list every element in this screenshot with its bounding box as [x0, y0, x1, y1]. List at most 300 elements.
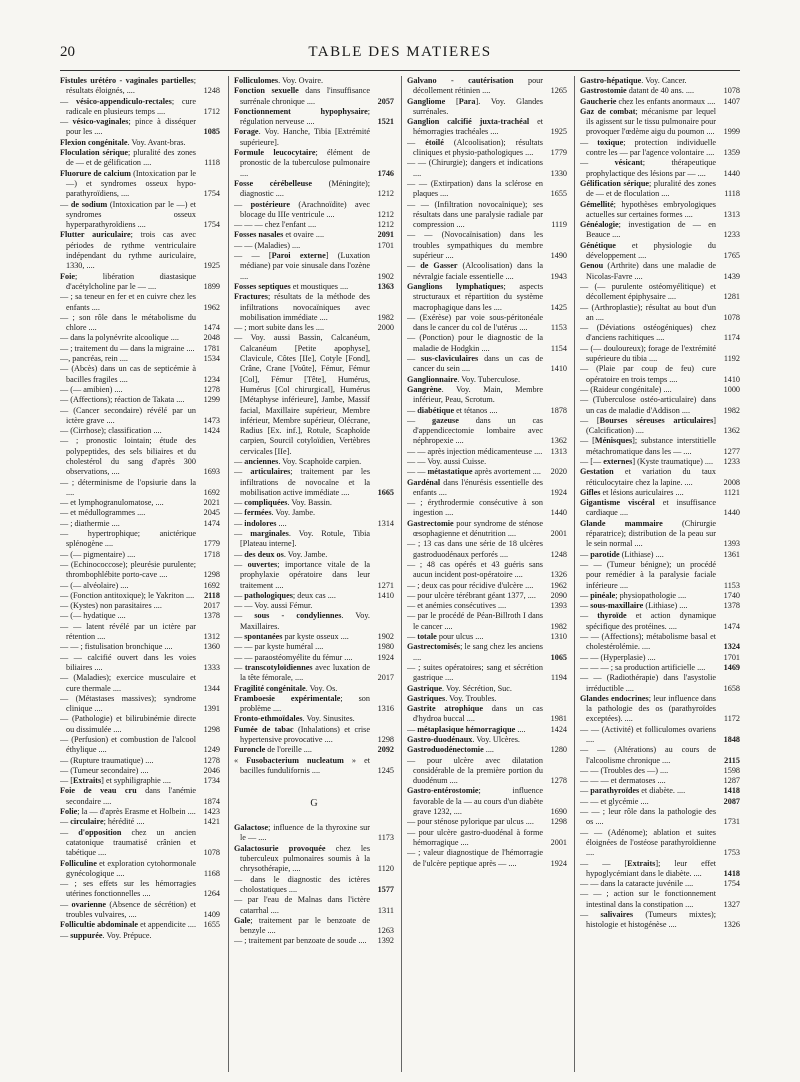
page-reference: 1278 — [550, 776, 567, 786]
index-entry — [234, 333, 394, 457]
page-reference: 1265 — [550, 86, 567, 96]
entry-text: Gaz de combat; mécanisme par lequel ils agissent sur le tissu pulmonaire pour provoquer l'œdème aigu du poumon .... — [580, 106, 716, 137]
index-entry — [234, 127, 394, 148]
index-entry — [580, 158, 740, 179]
page-reference: 1521 — [377, 117, 394, 127]
entry-text: — — (Activité) et folliculomes ovariens .... — [580, 724, 716, 744]
entry-text: Gestation et variation du taux réticulocytaire chez la lapine. .... — [580, 467, 716, 487]
page-reference: 1378 — [723, 601, 740, 611]
index-entry — [407, 694, 567, 704]
entry-text: — — paraostéomyélite du fémur .... — [234, 652, 353, 662]
page-reference: 1753 — [723, 848, 740, 858]
index-entry — [234, 107, 394, 128]
page-reference: 2118 — [204, 590, 220, 600]
index-entry — [580, 323, 740, 344]
page-reference: 1234 — [203, 374, 220, 384]
entry-text: Gastrostomie datant de 40 ans. .... — [580, 86, 695, 96]
entry-text: — hypertrophique; anictérique splénogène .... — [60, 529, 196, 549]
page-reference: 1924 — [550, 858, 567, 868]
index-entry — [234, 230, 394, 240]
page-reference: 1298 — [377, 735, 394, 744]
index-entry — [407, 76, 567, 97]
page-reference: 2017 — [203, 601, 220, 611]
entry-text: Galactosurie provoquée chez les tuberculeux pulmonaires soumis à la chrysothérapie, .... — [234, 843, 371, 874]
page-reference: 1362 — [550, 436, 567, 446]
entry-text: — sus-claviculaires dans un cas de cancer du sein .... — [407, 354, 543, 374]
entry-text: — vésico-vaginales; pince à disséquer pour les .... — [60, 117, 197, 137]
page-reference: 2021 — [203, 498, 220, 508]
entry-text: — indolores .... — [234, 518, 287, 528]
page-reference: 1326 — [550, 570, 567, 580]
index-entry — [580, 745, 740, 766]
entry-text: — des deux os. Voy. Jambe. — [234, 549, 328, 559]
entry-text: — vésicant; thérapeutique prophylactique des lésions par — .... — [580, 158, 716, 178]
entry-text: — (Raideur congénitale) .... — [580, 384, 672, 394]
page-reference: 1655 — [550, 189, 567, 199]
entry-text: — transcotyloïdiennes avec luxation de la tête fémorale, .... — [234, 662, 371, 683]
index-entry — [60, 694, 220, 715]
page-reference: 1658 — [723, 683, 740, 693]
entry-text: — fermées. Voy. Jambe. — [234, 508, 316, 518]
index-entry — [580, 632, 740, 653]
entry-text: Folliculine et exploration cytohormonale gynécologique .... — [60, 858, 196, 878]
entry-text: — (Pathologie) et bilirubinémie directe ou dissimulée .... — [60, 714, 196, 734]
entry-text: — — et glycémie .... — [580, 796, 649, 806]
index-entry — [60, 519, 220, 529]
entry-text: — — [Extraits]; leur effet hypoglycémiant dans le diabète. .... — [580, 858, 716, 878]
entry-text: — pathologiques; deux cas .... — [234, 590, 336, 600]
index-entry — [407, 591, 567, 601]
page-reference: 2046 — [203, 765, 220, 775]
index-entry — [60, 756, 220, 766]
entry-text: Fistules urétéro - vaginales partielles; résultats éloignés, .... — [60, 76, 196, 96]
index-entry — [60, 478, 220, 499]
index-entry — [580, 200, 740, 221]
entry-text: Gangrène. Voy. Main, Membre inférieur, Peau, Scrotum. — [407, 384, 543, 405]
index-entry — [580, 467, 740, 488]
page-reference: 1280 — [550, 745, 567, 755]
entry-text: Gastro-hépatique. Voy. Cancer. — [580, 76, 687, 85]
page-reference: 1065 — [550, 652, 567, 662]
index-entry — [407, 735, 567, 745]
index-entry — [234, 714, 394, 724]
page-reference: 1233 — [723, 456, 740, 466]
entry-text: Gastro-entérostomie; influence favorable de la — au cours d'un diabète grave 1232, .... — [407, 786, 543, 817]
page-reference: 1734 — [203, 776, 220, 786]
page-reference: 1999 — [723, 127, 740, 137]
page-reference: 1924 — [377, 652, 394, 662]
entry-text: — — (Affections); métabolisme basal et cholestérolémie. .... — [580, 632, 716, 652]
page-reference: 1120 — [377, 864, 394, 874]
entry-text: — (Kystes) non parasitaires .... — [60, 601, 162, 611]
entry-text: — ; 48 cas opérés et 43 guéris sans aucun incident post-opératoire .... — [407, 559, 543, 580]
index-entry — [407, 478, 567, 499]
entry-text: — ; 13 cas dans une série de 18 ulcères gastroduodénaux perforés .... — [407, 539, 543, 559]
entry-text: Fosse cérébelleuse (Méningite); diagnostic .... — [234, 178, 370, 199]
index-entry — [234, 823, 394, 844]
index-entry — [580, 663, 740, 673]
index-entry — [407, 313, 567, 334]
page-reference: 1118 — [724, 189, 740, 199]
index-entry — [234, 292, 394, 323]
index-entry — [60, 859, 220, 880]
index-entry — [580, 673, 740, 694]
page-reference: 1271 — [377, 580, 394, 590]
index-entry — [234, 756, 394, 777]
entry-text: Fosses septiques et moustiques .... — [234, 281, 349, 291]
page-reference: 1425 — [550, 302, 567, 312]
page-reference: 1154 — [550, 343, 567, 353]
index-entry — [580, 807, 740, 828]
page-reference: 1153 — [723, 580, 740, 590]
page-reference: 1278 — [203, 755, 220, 765]
page-reference: 1192 — [723, 354, 740, 364]
entry-text: — ; déterminisme de l'opsiurie dans la .... — [60, 477, 196, 497]
page-reference: 1577 — [377, 884, 394, 894]
index-entry — [60, 828, 220, 859]
index-entry — [580, 776, 740, 786]
page-reference: 1378 — [203, 611, 220, 621]
page-reference: 2092 — [377, 745, 394, 755]
entry-text: — de Gasser (Alcoolisation) dans la névralgie faciale essentielle .... — [407, 261, 543, 281]
page-reference: 1781 — [203, 343, 220, 353]
index-entry — [407, 282, 567, 313]
index-entry — [580, 797, 740, 807]
page-reference: 1078 — [723, 312, 740, 322]
entry-text: — (— amibien) .... — [60, 384, 123, 394]
index-entry — [580, 220, 740, 241]
index-entry — [60, 601, 220, 611]
page-reference: 1287 — [723, 776, 740, 786]
page-reference: 1980 — [377, 642, 394, 652]
page-reference: 1693 — [203, 467, 220, 477]
index-entry — [234, 251, 394, 282]
index-entry — [407, 416, 567, 447]
index-entry — [580, 86, 740, 96]
entry-text: — [Bourses séreuses articulaires] (Calcification) .... — [580, 415, 716, 436]
page-reference: 1360 — [203, 642, 220, 652]
page-reference: 2057 — [377, 96, 394, 106]
index-column-4 — [580, 76, 740, 1072]
entry-text: — — latent révélé par un ictère par rétention .... — [60, 621, 196, 642]
page-reference: 1754 — [723, 879, 740, 889]
page-reference: 1361 — [723, 549, 740, 559]
page-reference: 2090 — [550, 590, 567, 600]
entry-text: — sous - condyliennes. Voy. Maxillaires. — [234, 611, 370, 631]
page-reference: 1962 — [203, 302, 220, 312]
page-reference: 1701 — [723, 652, 740, 662]
page-reference: 1410 — [550, 364, 567, 374]
page-title: TABLE DES MATIERES — [308, 44, 492, 60]
page-reference: 1692 — [203, 580, 220, 590]
entry-text: — (Exérèse) par voie sous-péritonéale dans le cancer du col de l'utérus .... — [407, 312, 543, 333]
page-reference: 1245 — [377, 765, 394, 775]
page-reference: 1174 — [723, 333, 740, 343]
index-entry — [234, 895, 394, 916]
entry-text: — Voy. aussi Bassin, Calcanéum, Calcanéum [Petite apophyse], Clavicule, Côtes [IIe], Cotyle [Fond], Crâne, Crane [Voûte], Fémur, Fémur [Col], Fémur [Tête], Humérus, Humérus [Col chirurgical], Humérus [Métaphyse inférieure], Jambe, Massif facial, Maxillaire supérieur, Membre inférieur, Membre supérieur, Olécrane, Radius [Ex. inf.], Rotule, Scaphoïde carpien, Sourcil cotyloïdien, Vertèbres cervicales [IIe]. — [234, 333, 370, 456]
index-entry — [407, 385, 567, 406]
index-entry — [60, 766, 220, 776]
entry-text: — ; son rôle dans le métabolisme du chlore .... — [60, 312, 196, 333]
page-reference: 1212 — [377, 189, 394, 199]
index-entry — [234, 916, 394, 937]
entry-text: — vésico-appendiculo-rectales; cure radicale en plusieurs temps .... — [60, 96, 196, 116]
entry-text: Ganglion calcifié juxta-trachéal et hémorragies trachéales .... — [407, 117, 543, 137]
entry-text: — (Plaie par coup de feu) cure opératoire en trois temps .... — [580, 364, 716, 384]
entry-text: Fragilité congénitale. Voy. Os. — [234, 683, 338, 693]
entry-text: — — (Altérations) au cours de l'alcoolisme chronique .... — [580, 745, 716, 765]
page-reference: 1655 — [203, 920, 220, 930]
index-entry — [407, 467, 567, 477]
page-reference: 1925 — [203, 261, 220, 271]
index-entry — [234, 591, 394, 601]
page-reference: 1731 — [723, 817, 740, 827]
entry-text: — — métastatique après avortement .... — [407, 467, 541, 477]
page-reference: 1692 — [203, 487, 220, 497]
entry-text: — et anémies consécutives .... — [407, 601, 507, 611]
index-entry — [60, 385, 220, 395]
entry-text: — (Echinococcose); pleurésie purulente; thrombophlébite porto-cave .... — [60, 559, 196, 580]
entry-text: Gigantisme viscéral et insuffisance cardiaque .... — [580, 498, 716, 518]
page-reference: 1701 — [377, 240, 394, 250]
index-entry — [407, 138, 567, 159]
page-reference: 1410 — [723, 374, 740, 384]
page-reference: 1119 — [551, 220, 567, 230]
index-entry — [234, 282, 394, 292]
index-entry — [234, 179, 394, 200]
entry-text: — pour ulcère avec dilatation considérable de la première portion du duodénum .... — [407, 755, 543, 786]
index-entry — [234, 725, 394, 746]
entry-text: — dans le diagnostic des ictères cholostatiques .... — [234, 874, 370, 894]
page-reference: 1490 — [550, 251, 567, 261]
entry-text: — — Voy. aussi Cuisse. — [407, 456, 487, 466]
page-reference: 1311 — [377, 905, 394, 915]
index-entry — [580, 261, 740, 282]
index-entry — [60, 138, 220, 148]
page-reference: 1754 — [203, 189, 220, 199]
index-entry — [407, 354, 567, 375]
entry-text: — — (Adénome); ablation et suites éloignées de l'ostéose parathyroïdienne .... — [580, 827, 716, 858]
page-reference: 2017 — [377, 673, 394, 683]
page-reference: 1474 — [723, 621, 740, 631]
entry-text: — thyroïde et action dynamique spécifique des protéines. .... — [580, 611, 717, 631]
entry-text: « Fusobacterium nucleatum » et bacilles fundulifornis .... — [234, 755, 371, 775]
page-reference: 1418 — [723, 868, 740, 878]
page-reference: 1153 — [550, 323, 567, 333]
page-reference: 1281 — [723, 292, 740, 302]
entry-text: Folliculomes. Voy. Ovaire. — [234, 76, 323, 85]
entry-text: — — par kyste huméral .... — [234, 642, 324, 652]
index-entry — [60, 76, 220, 97]
index-entry — [580, 653, 740, 663]
column-divider — [574, 76, 575, 1072]
index-entry — [234, 529, 394, 550]
entry-text: — (Tumeur secondaire) .... — [60, 765, 149, 775]
entry-text: — compliquées. Voy. Bassin. — [234, 498, 332, 508]
index-entry — [60, 364, 220, 385]
section-letter: G — [310, 798, 318, 810]
index-entry — [234, 519, 394, 529]
index-entry — [407, 642, 567, 663]
entry-text: Galvano - cautérisation pour décollement rétinien .... — [407, 76, 544, 96]
page-reference: 1363 — [377, 281, 394, 291]
entry-text: Gastrectomie pour syndrome de sténose œsophagienne et dénutrition .... — [407, 518, 543, 539]
index-entry — [580, 766, 740, 776]
index-entry — [580, 241, 740, 262]
entry-text: — pour ulcère gastro-duodénal à forme hémorragique .... — [407, 827, 543, 847]
page-reference: 1362 — [723, 426, 740, 436]
index-columns — [60, 76, 744, 1072]
page-reference: 1981 — [550, 714, 567, 724]
entry-text: Gifles et lésions auriculaires .... — [580, 487, 684, 497]
page-reference: 1410 — [377, 590, 394, 600]
page-reference: 1314 — [377, 518, 394, 528]
index-entry — [407, 611, 567, 632]
entry-text: — (— alvéolaire) .... — [60, 580, 129, 590]
page-reference: 1391 — [203, 704, 220, 714]
page-reference: 1212 — [377, 220, 394, 230]
page-reference: 1440 — [723, 508, 740, 518]
page-reference: 1474 — [203, 518, 220, 528]
index-entry — [407, 333, 567, 354]
page-reference: 1925 — [550, 127, 567, 137]
index-entry — [580, 344, 740, 365]
entry-text: — ; pronostic lointain; étude des polypeptides, des sels biliaires et du cholestérol du sang d'après 300 observations, .... — [60, 436, 196, 477]
page-reference: 1312 — [203, 632, 220, 642]
page-reference: 1359 — [723, 148, 740, 158]
entry-text: — ; suites opératoires; sang et sécrétion gastrique .... — [407, 662, 543, 683]
index-column-1 — [60, 76, 220, 1072]
entry-text: Génétique et physiologie du développement .... — [580, 240, 716, 261]
index-entry — [580, 694, 740, 725]
index-entry — [60, 622, 220, 643]
index-entry — [407, 539, 567, 560]
index-entry — [60, 560, 220, 581]
entry-text: Gale; traitement par le benzoate de benzyle .... — [234, 915, 370, 936]
page-reference: 1277 — [723, 446, 740, 456]
index-entry — [60, 653, 220, 674]
page-reference: 1233 — [723, 230, 740, 240]
page-reference: 1085 — [203, 127, 220, 137]
page-reference: 1740 — [723, 590, 740, 600]
page-reference: 1326 — [723, 920, 740, 930]
index-entry — [234, 498, 394, 508]
entry-text: — ; traitement du — dans la migraine .... — [60, 343, 195, 353]
page-reference: 1765 — [723, 251, 740, 261]
page-reference: 1333 — [203, 662, 220, 672]
page-reference: 1172 — [723, 714, 740, 724]
entry-text: — [— externes] (Kyste traumatique) .... — [580, 456, 714, 466]
index-entry — [407, 457, 567, 467]
entry-text: Gastroduodénectomie .... — [407, 745, 494, 755]
index-entry — [60, 436, 220, 477]
entry-text: — ; traitement par benzoate de soude .... — [234, 936, 367, 946]
page-reference: 1712 — [203, 106, 220, 116]
page-reference: 1173 — [377, 833, 394, 843]
entry-text: — marginales. Voy. Rotule, Tibia [Plateau interne]. — [234, 529, 371, 549]
index-entry — [60, 498, 220, 508]
entry-text: — et lymphogranulomatose, .... — [60, 498, 164, 508]
index-entry — [580, 457, 740, 467]
entry-text: — — (Infiltration novocaïnique); ses résultats dans une paralysie radiale par compression .... — [407, 199, 543, 230]
page-reference: 2115 — [724, 755, 740, 765]
entry-text: — (Cancer secondaire) révélé par un ictère grave .... — [60, 405, 196, 425]
entry-text: — (Arthroplastie); résultat au bout d'un an .... — [580, 302, 716, 322]
index-entry — [407, 704, 567, 725]
index-entry — [234, 457, 394, 467]
index-entry — [580, 179, 740, 200]
index-entry — [60, 117, 220, 138]
page-reference: 1407 — [723, 96, 740, 106]
header-rule — [60, 70, 740, 71]
index-entry — [407, 375, 567, 385]
entry-text: Folie; la — d'après Erasme et Holbein .... — [60, 807, 196, 817]
entry-text: — — — et dermatoses .... — [580, 776, 666, 786]
page-reference: 1423 — [203, 807, 220, 817]
page-reference: 1779 — [203, 539, 220, 549]
index-entry — [407, 498, 567, 519]
index-entry — [60, 920, 220, 930]
index-entry — [407, 158, 567, 179]
entry-text: — — (Chirurgie); dangers et indications .... — [407, 158, 543, 178]
entry-text: — — dans la cataracte juvénile .... — [580, 879, 694, 889]
entry-text: — — calcifié ouvert dans les voies biliaires .... — [60, 652, 196, 672]
entry-text: — (Tuberculose ostéo-articulaire) dans un cas de maladie d'Addison .... — [580, 395, 716, 415]
page-reference: 1168 — [203, 868, 220, 878]
entry-text: — pinéale; physiopathologie .... — [580, 590, 687, 600]
index-entry — [407, 97, 567, 118]
entry-text: — ; diathermie .... — [60, 518, 120, 528]
index-entry — [60, 673, 220, 694]
page-reference: 1746 — [377, 168, 394, 178]
entry-text: — diabétique et tétanos .... — [407, 405, 498, 415]
entry-text: —, pancréas, rein .... — [60, 354, 128, 364]
page-reference: 1440 — [723, 168, 740, 178]
page-reference: 1754 — [203, 220, 220, 230]
index-entry — [234, 936, 394, 946]
page-reference: 1248 — [550, 549, 567, 559]
index-entry — [407, 117, 567, 138]
index-entry — [60, 508, 220, 518]
index-entry — [60, 931, 220, 941]
index-entry — [407, 632, 567, 642]
entry-text: Gélification sérique; pluralité des zones de — et de floculation .... — [580, 178, 716, 199]
page-reference: 1212 — [377, 209, 394, 219]
index-entry — [234, 653, 394, 663]
page-reference: 1878 — [550, 405, 567, 415]
column-divider — [401, 76, 402, 1072]
entry-text: — (Cirrhose); classification .... — [60, 426, 162, 436]
page-reference: 2008 — [723, 477, 740, 487]
page-reference: 1278 — [203, 384, 220, 394]
index-entry — [60, 169, 220, 200]
index-entry — [60, 611, 220, 621]
index-entry — [234, 745, 394, 755]
entry-text: Fractures; résultats de la méthode des infiltrations novocaïniques avec mobilisation immédiate .... — [234, 292, 370, 322]
page-reference: 1327 — [723, 899, 740, 909]
entry-text: — postérieure (Arachnoïdite) avec blocage du IIIe ventricule .... — [234, 199, 370, 219]
entry-text: — anciennes. Voy. Scaphoïde carpien. — [234, 456, 362, 466]
page-reference: 1779 — [550, 148, 567, 158]
index-entry — [60, 735, 220, 756]
index-entry — [407, 601, 567, 611]
index-entry — [234, 611, 394, 632]
page-reference: 1310 — [550, 632, 567, 642]
entry-text: Follicultie abdominale et appendicite .... — [60, 920, 196, 930]
page-reference: 1690 — [550, 807, 567, 817]
entry-text: — métaplasique hémorragique .... — [407, 724, 526, 734]
entry-text: Forage. Voy. Hanche, Tibia [Extrémité supérieure]. — [234, 127, 370, 147]
